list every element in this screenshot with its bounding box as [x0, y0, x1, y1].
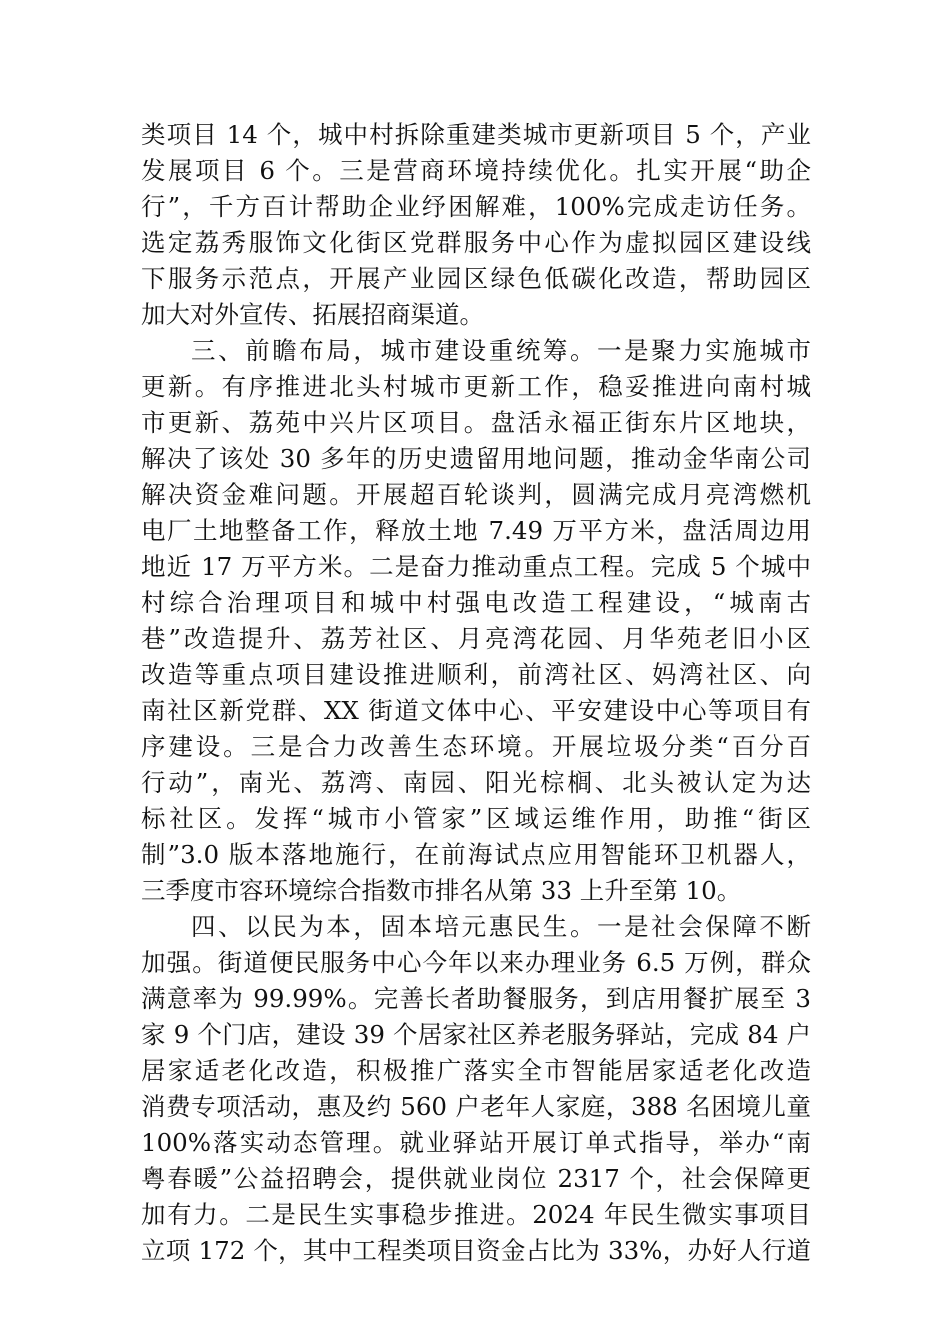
text-line: 南社区新党群、XX 街道文体中心、平安建设中心等项目有 — [141, 696, 811, 725]
text-line: 标社区。发挥“城市小管家”区域运维作用，助推“街区 — [141, 804, 811, 833]
text-line: 立项 172 个，其中工程类项目资金占比为 33%，办好人行道 — [141, 1236, 811, 1265]
text-line: 巷”改造提升、荔芳社区、月亮湾花园、月华苑老旧小区 — [141, 624, 811, 653]
text-line: 满意率为 99.99%。完善长者助餐服务，到店用餐扩展至 3 — [141, 984, 811, 1013]
text-line: 粤春暖”公益招聘会，提供就业岗位 2317 个，社会保障更 — [141, 1164, 811, 1193]
text-line: 加强。街道便民服务中心今年以来办理业务 6.5 万例，群众 — [141, 948, 811, 977]
text-line: 消费专项活动，惠及约 560 户老年人家庭，388 名困境儿童 — [141, 1092, 811, 1121]
text-line: 选定荔秀服饰文化街区党群服务中心作为虚拟园区建设线 — [141, 228, 811, 257]
text-line: 解决资金难问题。开展超百轮谈判，圆满完成月亮湾燃机 — [141, 480, 811, 509]
text-line: 解决了该处 30 多年的历史遗留用地问题，推动金华南公司 — [141, 444, 811, 473]
text-line: 三季度市容环境综合指数市排名从第 33 上升至第 10。 — [141, 876, 742, 905]
text-line: 序建设。三是合力改善生态环境。开展垃圾分类“百分百 — [141, 732, 811, 761]
text-line: 100%落实动态管理。就业驿站开展订单式指导，举办“南 — [141, 1128, 811, 1157]
text-line: 下服务示范点，开展产业园区绿色低碳化改造，帮助园区 — [141, 264, 811, 293]
text-line: 加大对外宣传、拓展招商渠道。 — [141, 300, 484, 329]
text-line: 行动”，南光、荔湾、南园、阳光棕榈、北头被认定为达 — [141, 768, 811, 797]
text-line: 电厂土地整备工作，释放土地 7.49 万平方米，盘活周边用 — [141, 516, 811, 545]
text-line: 加有力。二是民生实事稳步推进。2024 年民生微实事项目 — [141, 1200, 811, 1229]
text-line: 家 9 个门店，建设 39 个居家社区养老服务驿站，完成 84 户 — [141, 1020, 811, 1049]
text-line: 地近 17 万平方米。二是奋力推动重点工程。完成 5 个城中 — [141, 552, 811, 581]
text-line: 发展项目 6 个。三是营商环境持续优化。扎实开展“助企 — [141, 156, 811, 185]
text-line: 村综合治理项目和城中村强电改造工程建设，“城南古 — [141, 588, 811, 617]
text-line: 制”3.0 版本落地施行，在前海试点应用智能环卫机器人， — [141, 840, 811, 869]
text-line: 行”，千方百计帮助企业纾困解难，100%完成走访任务。 — [141, 192, 811, 221]
body-text — [141, 117, 811, 1269]
text-line: 市更新、荔苑中兴片区项目。盘活永福正街东片区地块， — [141, 408, 811, 437]
text-line: 居家适老化改造，积极推广落实全市智能居家适老化改造 — [141, 1056, 811, 1085]
text-line: 更新。有序推进北头村城市更新工作，稳妥推进向南村城 — [141, 372, 811, 401]
section-heading-line: 三、前瞻布局，城市建设重统筹。一是聚力实施城市 — [191, 336, 811, 365]
section-heading-line: 四、以民为本，固本培元惠民生。一是社会保障不断 — [191, 912, 811, 941]
text-line: 改造等重点项目建设推进顺利，前湾社区、妈湾社区、向 — [141, 660, 811, 689]
text-line: 类项目 14 个，城中村拆除重建类城市更新项目 5 个，产业 — [141, 120, 811, 149]
